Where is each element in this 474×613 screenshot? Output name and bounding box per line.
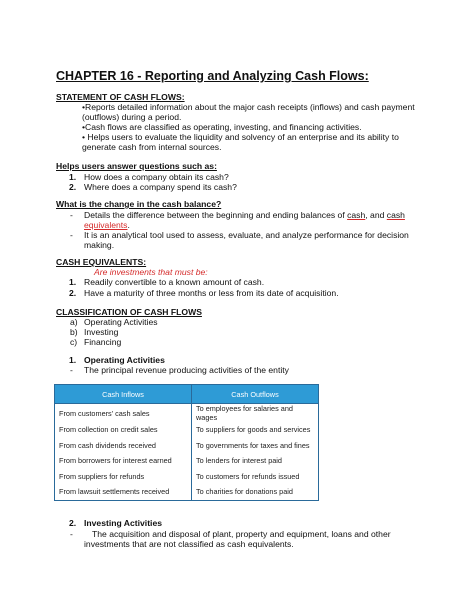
outflow-cell: To charities for donations paid [192,484,319,500]
table-row [55,453,319,469]
class-letter-a: a) [70,317,78,327]
statement-bullet-1a: •Reports detailed information about the major cash receipts (inflows) and cash payment [82,102,415,112]
operating-heading: Operating Activities [84,355,165,365]
question-2: Where does a company spend its cash? [84,182,237,192]
statement-bullet-2: •Cash flows are classified as operating, investing, and financing activities. [82,122,362,132]
cash-link[interactable]: cash [347,210,366,220]
question-number-1: 1. [69,172,77,182]
inflow-cell: From lawsuit settlements received [55,484,192,500]
inflow-cell: From suppliers for refunds [55,469,192,485]
operating-number: 1. [69,355,77,365]
classification-heading: CLASSIFICATION OF CASH FLOWS [56,307,202,317]
inflow-cell: From cash dividends received [55,438,192,454]
question-number-2: 2. [69,182,77,192]
outflow-cell: To customers for refunds issued [192,469,319,485]
class-letter-c: c) [70,337,78,347]
equivalent-number-1: 1. [69,277,77,287]
equivalent-item-2: Have a maturity of three months or less from its date of acquisition. [84,288,339,298]
class-item-c: Financing [84,337,122,347]
header-cash-inflows: Cash Inflows [55,385,192,404]
statement-heading: STATEMENT OF CASH FLOWS: [56,92,185,102]
class-item-b: Investing [84,327,119,337]
investing-heading: Investing Activities [84,518,163,528]
investing-dash: - [70,529,73,539]
change-item-2-line-1: It is an analytical tool used to assess, evaluate, and analyze performance for decision [84,230,409,240]
operating-dash: - [70,365,73,375]
outflow-cell: To governments for taxes and fines [192,438,319,454]
investing-line-2: investments that are not classified as cash equivalents. [84,539,294,549]
outflow-cell: To lenders for interest paid [192,453,319,469]
statement-bullet-3b: generate cash from internal sources. [82,142,222,152]
equivalent-number-2: 2. [69,288,77,298]
outflow-cell: To employees for salaries and wages [192,404,319,423]
statement-bullet-3a: • Helps users to evaluate the liquidity and solvency of an enterprise and its ability to [82,132,399,142]
class-item-a: Operating Activities [84,317,158,327]
outflow-cell: To suppliers for goods and services [192,422,319,438]
change-dash-2: - [70,230,73,240]
table-row [55,484,319,500]
helps-heading: Helps users answer questions such as: [56,161,217,171]
inflow-cell: From customers’ cash sales [55,404,192,423]
change-dash-1: - [70,210,73,220]
cash-link-2[interactable]: cash [386,210,405,220]
inflow-cell: From borrowers for interest earned [55,453,192,469]
change-item-1-line-2: equivalents. [84,220,130,230]
equivalent-item-1: Readily convertible to a known amount of cash. [84,277,265,287]
table-row [55,469,319,485]
investing-line-1: The acquisition and disposal of plant, property and equipment, loans and other [92,529,391,539]
change-item-1-line-1: Details the difference between the beginning and ending balances of cash, and cash [84,210,405,220]
question-1: How does a company obtain its cash? [84,172,229,182]
change-heading: What is the change in the cash balance? [56,199,222,209]
table-row [55,404,319,423]
class-letter-b: b) [70,327,78,337]
cash-flows-table [54,384,319,501]
header-cash-outflows: Cash Outflows [192,385,319,404]
equivalents-heading: CASH EQUIVALENTS: [56,257,147,267]
inflow-cell: From collection on credit sales [55,422,192,438]
chapter-title: CHAPTER 16 - Reporting and Analyzing Cash Flows: [56,69,369,83]
statement-bullet-1b: (outflows) during a period. [82,112,182,122]
operating-description: The principal revenue producing activities of the entity [84,365,289,375]
equivalents-note: Are investments that must be: [94,267,208,277]
investing-number: 2. [69,518,77,528]
change-item-2-line-2: making. [84,240,115,250]
equivalents-link[interactable]: equivalents [84,220,128,230]
table-row [55,438,319,454]
table-row [55,422,319,438]
